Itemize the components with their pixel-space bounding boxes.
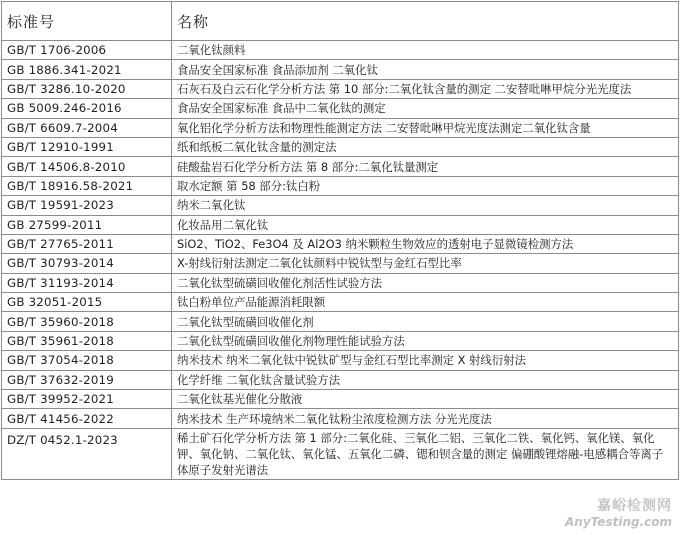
table-row bbox=[2, 79, 679, 98]
table-row bbox=[2, 196, 679, 215]
standard-code: GB/T 27765-2011 bbox=[2, 234, 172, 253]
standard-name: 化妆品用二氧化钛 bbox=[172, 215, 679, 234]
standard-name: 纳米技术 纳米二氧化钛中锐钛矿型与金红石型比率测定 X 射线衍射法 bbox=[172, 351, 679, 370]
standard-code: GB/T 37632-2019 bbox=[2, 370, 172, 389]
standard-code: GB/T 39952-2021 bbox=[2, 390, 172, 409]
standard-name: 纸和纸板二氧化钛含量的测定法 bbox=[172, 137, 679, 156]
standard-code: GB/T 1706-2006 bbox=[2, 41, 172, 60]
header-standard-code: 标准号 bbox=[2, 2, 172, 41]
table-row bbox=[2, 99, 679, 118]
standard-name: 纳米技术 生产环境纳米二氧化钛粉尘浓度检测方法 分光光度法 bbox=[172, 409, 679, 428]
standard-name: 硅酸盐岩石化学分析方法 第 8 部分:二氧化钛量测定 bbox=[172, 157, 679, 176]
standard-code: GB/T 6609.7-2004 bbox=[2, 118, 172, 137]
table-row bbox=[2, 60, 679, 79]
standard-name: 氧化铝化学分析方法和物理性能测定方法 二安替吡啉甲烷光度法测定二氧化钛含量 bbox=[172, 118, 679, 137]
standard-code: GB 1886.341-2021 bbox=[2, 60, 172, 79]
standard-code: GB/T 12910-1991 bbox=[2, 137, 172, 156]
standard-code: GB/T 14506.8-2010 bbox=[2, 157, 172, 176]
table-row bbox=[2, 176, 679, 195]
standard-code: GB 32051-2015 bbox=[2, 293, 172, 312]
standard-name: 二氧化钛颜料 bbox=[172, 41, 679, 60]
standard-code: GB/T 35961-2018 bbox=[2, 331, 172, 350]
table-row bbox=[2, 312, 679, 331]
standard-name: 稀土矿石化学分析方法 第 1 部分:二氧化硅、三氧化二铝、三氧化二铁、氧化钙、氧化镁、氧化钾、氧化钠、二氧化钛、氧化锰、五氧化二磷、锶和钡含量的测定 偏硼酸锂熔融-电感耦合等离子体原子发射光谱法 bbox=[172, 428, 679, 479]
standard-code: GB/T 18916.58-2021 bbox=[2, 176, 172, 195]
standard-name: SiO2、TiO2、Fe3O4 及 Al2O3 纳米颗粒生物效应的透射电子显微镜检测方法 bbox=[172, 234, 679, 253]
standard-code: DZ/T 0452.1-2023 bbox=[2, 428, 172, 479]
standard-name: 石灰石及白云石化学分析方法 第 10 部分:二氧化钛含量的测定 二安替吡啉甲烷分光光度法 bbox=[172, 79, 679, 98]
standard-code: GB/T 19591-2023 bbox=[2, 196, 172, 215]
standard-name: 二氧化钛型硫磺回收催化剂活性试验方法 bbox=[172, 273, 679, 292]
table-row bbox=[2, 254, 679, 273]
standard-name: 化学纤维 二氧化钛含量试验方法 bbox=[172, 370, 679, 389]
standard-name: 二氧化钛型硫磺回收催化剂物理性能试验方法 bbox=[172, 331, 679, 350]
standard-code: GB/T 30793-2014 bbox=[2, 254, 172, 273]
standard-name: 二氧化钛基光催化分散液 bbox=[172, 390, 679, 409]
standard-name: 纳米二氧化钛 bbox=[172, 196, 679, 215]
standard-code: GB/T 3286.10-2020 bbox=[2, 79, 172, 98]
standard-code: GB 27599-2011 bbox=[2, 215, 172, 234]
standard-code: GB/T 37054-2018 bbox=[2, 351, 172, 370]
standard-name: 钛白粉单位产品能源消耗限额 bbox=[172, 293, 679, 312]
table-row bbox=[2, 157, 679, 176]
table-row bbox=[2, 428, 679, 479]
table-row bbox=[2, 390, 679, 409]
table-row bbox=[2, 118, 679, 137]
standard-name: 食品安全国家标准 食品中二氧化钛的测定 bbox=[172, 99, 679, 118]
header-standard-name: 名称 bbox=[172, 2, 679, 41]
standard-code: GB/T 35960-2018 bbox=[2, 312, 172, 331]
watermark bbox=[565, 495, 672, 529]
table-row bbox=[2, 273, 679, 292]
table-row bbox=[2, 234, 679, 253]
table-row bbox=[2, 215, 679, 234]
table-row bbox=[2, 137, 679, 156]
table-row bbox=[2, 41, 679, 60]
standard-name: 二氧化钛型硫磺回收催化剂 bbox=[172, 312, 679, 331]
table-row bbox=[2, 370, 679, 389]
watermark-cn: 嘉峪检测网 bbox=[597, 498, 672, 514]
standard-code: GB 5009.246-2016 bbox=[2, 99, 172, 118]
standard-name: 食品安全国家标准 食品添加剂 二氧化钛 bbox=[172, 60, 679, 79]
standard-name: X-射线衍射法测定二氧化钛颜料中锐钛型与金红石型比率 bbox=[172, 254, 679, 273]
table-row bbox=[2, 351, 679, 370]
table-row bbox=[2, 409, 679, 428]
standard-code: GB/T 31193-2014 bbox=[2, 273, 172, 292]
table-row bbox=[2, 293, 679, 312]
standard-code: GB/T 41456-2022 bbox=[2, 409, 172, 428]
standards-table bbox=[1, 1, 679, 480]
table-header-row bbox=[2, 2, 679, 41]
standard-name: 取水定额 第 58 部分:钛白粉 bbox=[172, 176, 679, 195]
table-row bbox=[2, 331, 679, 350]
watermark-en: AnyTesting.com bbox=[565, 515, 672, 529]
